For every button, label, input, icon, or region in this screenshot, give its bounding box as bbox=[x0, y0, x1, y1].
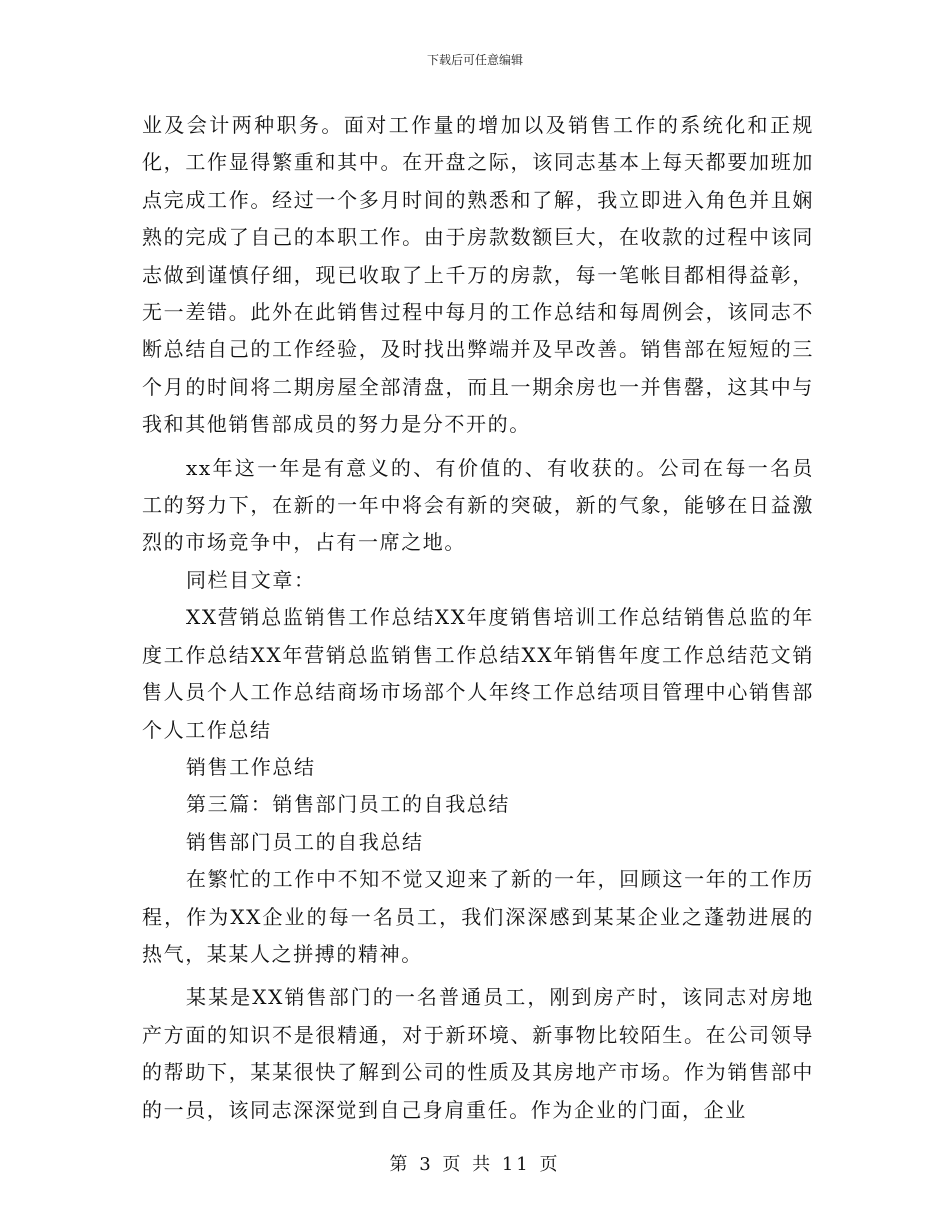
chapter-subtitle: 销售部门员工的自我总结 bbox=[186, 829, 424, 854]
paragraph-year-summary: xx年这一年是有意义的、有价值的、有收获的。公司在每一名员工的努力下，在新的一年中将会有新的突破，新的气象，能够在日益激烈的市场竞争中，占有一席之地。 bbox=[142, 455, 814, 555]
page-header: 下载后可任意编辑 bbox=[426, 53, 523, 67]
related-articles-heading: 同栏目文章： bbox=[186, 567, 316, 592]
related-articles-list: XX营销总监销售工作总结XX年度销售培训工作总结销售总监的年度工作总结XX年营销总监销售工作总结XX年销售年度工作总结范文销售人员个人工作总结商场市场部个人年终工作总结项目管理中心销售部个人工作总结 bbox=[142, 605, 814, 742]
paragraph-employee: 某某是XX销售部门的一名普通员工，刚到房产时，该同志对房地产方面的知识不是很精通，对于新环境、新事物比较陌生。在公司领导的帮助下，某某很快了解到公司的性质及其房地产市场。作为销售部中的一员，该同志深深觉到自己身肩重任。作为企业的门面，企业 bbox=[142, 985, 814, 1122]
paragraph-intro: 在繁忙的工作中不知不觉又迎来了新的一年，回顾这一年的工作历程，作为XX企业的每一名员工，我们深深感到某某企业之蓬勃进展的热气，某某人之拼搏的精神。 bbox=[142, 867, 814, 966]
section-title: 销售工作总结 bbox=[186, 754, 316, 779]
paragraph-continued: 业及会计两种职务。面对工作量的增加以及销售工作的系统化和正规化，工作显得繁重和其中。在开盘之际，该同志基本上每天都要加班加点完成工作。经过一个多月时间的熟悉和了解，我立即进入角色并且娴熟的完成了自己的本职工作。由于房款数额巨大，在收款的过程中该同志做到谨慎仔细，现已收取了上千万的房款，每一笔帐目都相得益彰，无一差错。此外在此销售过程中每月的工作总结和每周例会，该同志不断总结自己的工作经验，及时找出弊端并及早改善。销售部在短短的三个月的时间将二期房屋全部清盘，而且一期余房也一并售罄，这其中与我和其他销售部成员的努力是分不开的。 bbox=[142, 113, 814, 437]
page-number: 第 3 页 共 11 页 bbox=[389, 1154, 561, 1175]
document-body bbox=[142, 107, 814, 1129]
chapter-heading: 第三篇：销售部门员工的自我总结 bbox=[186, 792, 510, 817]
